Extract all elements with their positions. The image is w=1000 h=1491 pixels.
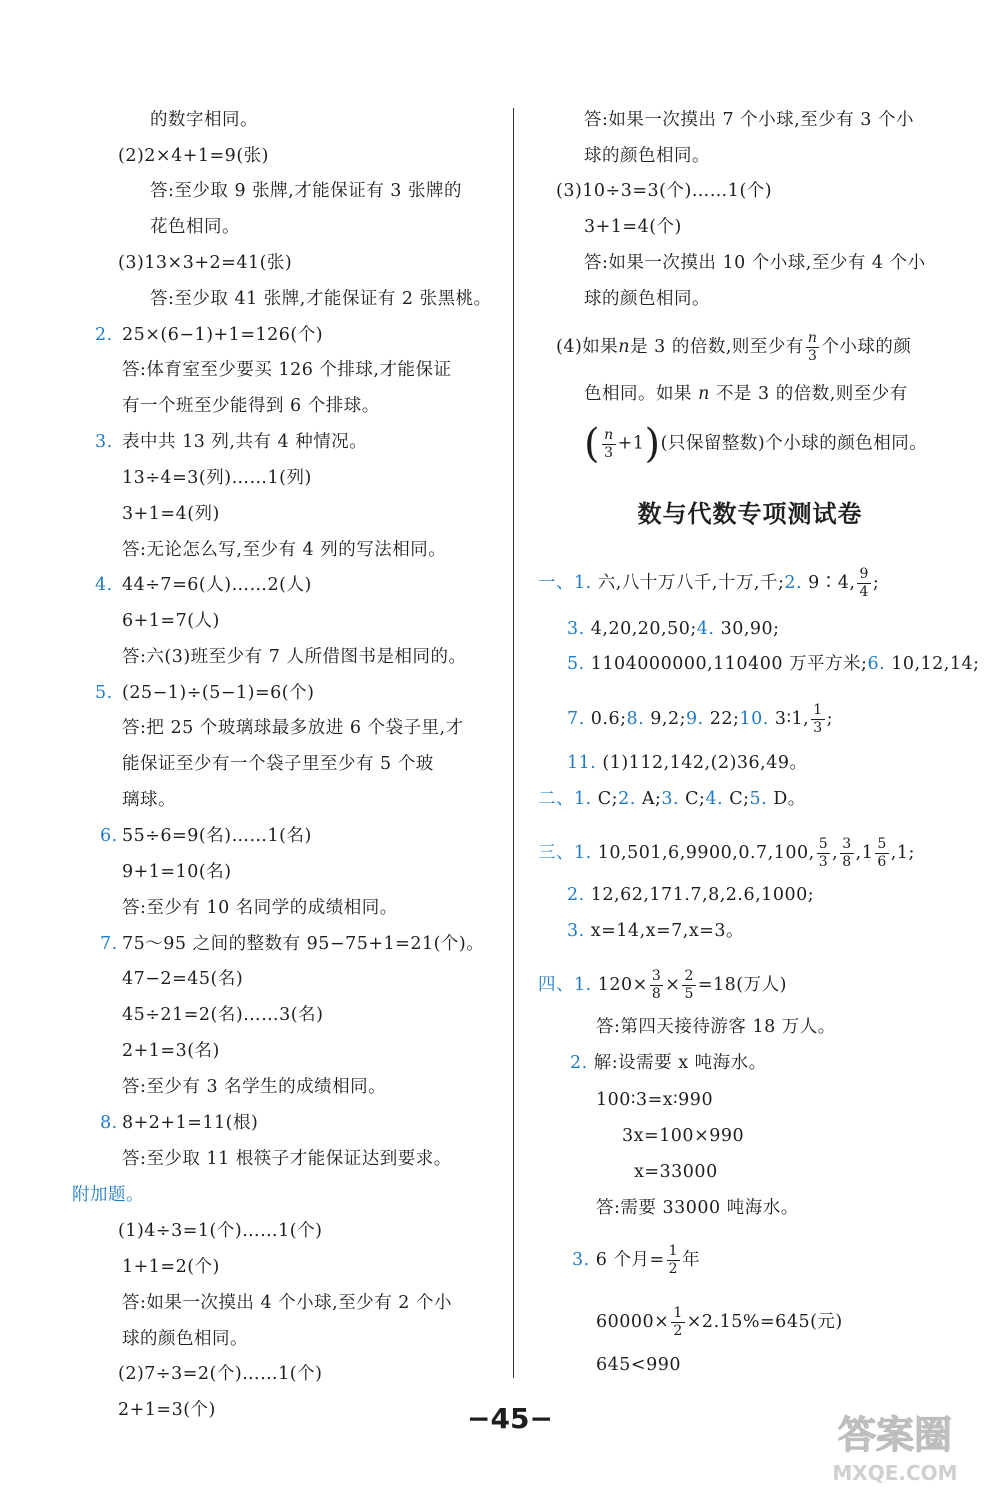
text-line: 55÷6=9(名)……1(名) — [122, 826, 312, 846]
text-line: ( $\frac{n}{3}$ +1)(只保留整数)个小球的颜色相同。 — [584, 421, 928, 467]
text-line: 25×(6−1)+1=126(个) — [122, 325, 324, 345]
text-line: 四、1. 120× $\frac{3}{8}$ × $\frac{2}{5}$ =18(万人) — [538, 968, 787, 1002]
text-line: 答:至少有 10 名同学的成绩相同。 — [122, 898, 398, 918]
item-number: 6. — [100, 826, 118, 846]
text-line: 有一个班至少能得到 6 个排球。 — [122, 396, 380, 416]
text-line: 答:第四天接待游客 18 万人。 — [596, 1017, 836, 1037]
text-line: (3)10÷3=3(个)……1(个) — [556, 181, 773, 201]
text-line: 球的颜色相同。 — [584, 289, 710, 309]
text-line: 答:六(3)班至少有 7 人所借图书是相同的。 — [122, 647, 467, 667]
text-line: 二、1. C;2. A;3. C;4. C;5. D。 — [538, 789, 806, 809]
text-line: 645<990 — [596, 1355, 681, 1375]
fraction: $\frac{3}{8}$ — [651, 968, 662, 1002]
text-line: 色相同。如果 n 不是 3 的倍数,则至少有 — [584, 384, 908, 404]
text-line: 2. 12,62,171.7,8,2.6,1000; — [567, 885, 815, 905]
text-line: 11. (1)112,142,(2)36,49。 — [567, 753, 808, 773]
fraction: $\frac{n}{3}$ — [807, 330, 818, 364]
text-line: 44÷7=6(人)……2(人) — [122, 575, 312, 595]
fraction: $\frac{1}{3}$ — [813, 702, 823, 736]
text-line: 47−2=45(名) — [122, 969, 244, 989]
text-line: 答:如果一次摸出 10 个小球,至少有 4 个小 — [584, 253, 926, 273]
text-line: 答:把 25 个玻璃球最多放进 6 个袋子里,才 — [122, 718, 464, 738]
fraction: $\frac{3}{8}$ — [842, 836, 852, 870]
text-line: 1+1=2(个) — [122, 1257, 220, 1277]
text-line: 3x=100×990 — [622, 1126, 745, 1146]
text-line: 球的颜色相同。 — [122, 1329, 248, 1349]
text-line: 答:至少取 41 张牌,才能保证有 2 张黑桃。 — [150, 289, 492, 309]
text-line: 能保证至少有一个袋子里至少有 5 个玻 — [122, 754, 434, 774]
text-line: 45÷21=2(名)……3(名) — [122, 1005, 324, 1025]
text-line: 三、1. 10,501,6,9900,0.7,100, $\frac{5}{3}$ , $\frac{3}{8}$ ,1 $\frac{5}{6}$ ,1; — [538, 836, 915, 870]
text-line: 75～95 之间的整数有 95−75+1=21(个)。 — [122, 934, 485, 954]
text-line: 3+1=4(列) — [122, 504, 220, 524]
text-line: (2)2×4+1=9(张) — [118, 146, 269, 166]
fraction: $\frac{1}{2}$ — [673, 1305, 683, 1339]
column-divider — [513, 108, 514, 1378]
text-line: 60000× $\frac{1}{2}$ ×2.15%=645(元) — [596, 1305, 843, 1339]
text-line: 表中共 13 列,共有 4 种情况。 — [122, 432, 368, 452]
item-number: 附加题。 — [72, 1185, 144, 1205]
text-line: 的数字相同。 — [150, 110, 258, 130]
fraction: $\frac{2}{5}$ — [684, 968, 694, 1002]
text-line: 2+1=3(个) — [118, 1400, 216, 1420]
item-number: 7. — [100, 934, 118, 954]
text-line: 2. 解:设需要 x 吨海水。 — [570, 1053, 767, 1073]
svg-text:答案圈: 答案圈 — [837, 1413, 953, 1457]
text-line: 球的颜色相同。 — [584, 146, 710, 166]
text-line: 一、1. 六,八十万八千,十万,千;2. 9∶4, $\frac{9}{4}$ ; — [538, 566, 880, 600]
fraction: $\frac{9}{4}$ — [859, 566, 869, 600]
watermark-logo — [800, 1402, 990, 1486]
text-line: 答:至少取 9 张牌,才能保证有 3 张牌的 — [150, 181, 462, 201]
text-line: 璃球。 — [122, 790, 176, 810]
item-number: 2. — [95, 325, 113, 345]
text-line: 7. 0.6;8. 9,2;9. 22;10. 3∶1, $\frac{1}{3}$ ; — [567, 702, 834, 736]
text-line: 答:如果一次摸出 4 个小球,至少有 2 个小 — [122, 1293, 452, 1313]
text-line: (4)如果n是 3 的倍数,则至少有 $\frac{n}{3}$ 个小球的颜 — [556, 330, 912, 364]
page-number: −45− — [467, 1402, 553, 1435]
text-line: 13÷4=3(列)……1(列) — [122, 468, 312, 488]
fraction: $\frac{1}{2}$ — [668, 1243, 679, 1277]
fraction: $\frac{5}{6}$ — [877, 836, 887, 870]
text-line: 3+1=4(个) — [584, 217, 682, 237]
text-line: 3. 4,20,20,50;4. 30,90; — [567, 619, 780, 639]
text-line: (25−1)÷(5−1)=6(个) — [122, 683, 315, 703]
text-line: 9+1=10(名) — [122, 862, 232, 882]
text-line: 答:至少有 3 名学生的成绩相同。 — [122, 1077, 387, 1097]
text-line: 花色相同。 — [150, 217, 240, 237]
text-line: 答:无论怎么写,至少有 4 列的写法相同。 — [122, 540, 447, 560]
text-line: 答:需要 33000 吨海水。 — [596, 1198, 799, 1218]
text-line: 3. x=14,x=7,x=3。 — [567, 921, 745, 941]
text-line: x=33000 — [634, 1162, 718, 1182]
text-line: 6+1=7(人) — [122, 611, 220, 631]
text-line: 100∶3=x∶990 — [596, 1090, 714, 1110]
text-line: (2)7÷3=2(个)……1(个) — [118, 1364, 323, 1384]
item-number: 4. — [95, 575, 113, 595]
text-line: 答:如果一次摸出 7 个小球,至少有 3 个小 — [584, 110, 914, 130]
text-line: (1)4÷3=1(个)……1(个) — [118, 1221, 323, 1241]
text-line: 答:体育室至少要买 126 个排球,才能保证 — [122, 360, 452, 380]
item-number: 5. — [95, 683, 113, 703]
item-number: 8. — [100, 1113, 118, 1133]
svg-text:MXQE.COM: MXQE.COM — [832, 1461, 958, 1485]
fraction: $\frac{n}{3}$ — [604, 426, 614, 461]
text-line: 2+1=3(名) — [122, 1041, 220, 1061]
text-line: 5. 1104000000,110400 万平方米;6. 10,12,14; — [567, 654, 980, 674]
section-heading: 数与代数专项测试卷 — [637, 500, 863, 528]
fraction: $\frac{5}{3}$ — [818, 836, 829, 870]
text-line: 答:至少取 11 根筷子才能保证达到要求。 — [122, 1149, 452, 1169]
text-line: 3. 6 个月= $\frac{1}{2}$ 年 — [572, 1243, 701, 1277]
text-line: 8+2+1=11(根) — [122, 1113, 259, 1133]
item-number: 3. — [95, 432, 113, 452]
text-line: (3)13×3+2=41(张) — [118, 253, 293, 273]
